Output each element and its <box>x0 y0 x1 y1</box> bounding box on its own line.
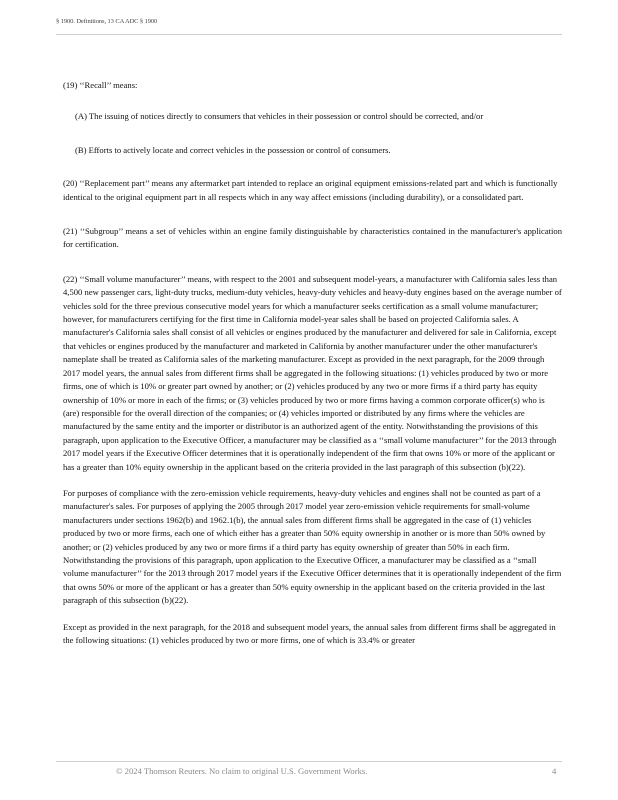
footer-divider <box>56 761 562 762</box>
header-divider <box>56 34 562 35</box>
paragraph-19: (19) ‘‘Recall’’ means: <box>63 80 138 90</box>
running-head: § 1900. Definitions, 13 CA ADC § 1900 <box>56 18 158 25</box>
paragraph-19a: (A) The issuing of notices directly to consumers that vehicles in their possession or control should be corrected, and/or <box>75 111 484 122</box>
paragraph-20: (20) ‘‘Replacement part’’ means any aftermarket part intended to replace an original equipment emissions-related part and which is functionally identical to the original equipment part in all respects which in any way affect emissions (including durability), or a consolidated part. <box>63 178 558 202</box>
page-number: 4 <box>552 766 557 776</box>
footer-copyright: © 2024 Thomson Reuters. No claim to original U.S. Government Works. <box>116 766 368 776</box>
paragraph-19b: (B) Efforts to actively locate and correct vehicles in the possession or control of consumers. <box>75 144 391 155</box>
paragraph-22-zev: For purposes of compliance with the zero-emission vehicle requirements, heavy-duty vehicles and engines shall not be counted as part of a manufacturer's sales. For purposes of applying the 2005 through 2017 model year zero-emission vehicle requirements for small-volume manufacturers under sections 1962(b) and 1962.1(b), the annual sales from different firms shall be aggregated in the case of (1) vehicles produced by two or more firms, each one of which either has a greater than 50% equity ownership in another or is more than 50% owned by another; or (2) vehicles produced by any two or more firms if a third party has equity ownership of greater than 50% in each firm. Notwithstanding the provisions of this paragraph, upon application to the Executive Officer, a manufacturer may be classified as a ‘‘small volume manufacturer’’ for the 2013 through 2017 model years if the Executive Officer determines that it is operationally independent of the firm that owns 50% or more of the applicant or has a greater than 50% equity ownership in the applicant based on the criteria provided in the last paragraph of this subsection (b)(22). <box>63 487 562 606</box>
paragraph-22-2018: Except as provided in the next paragraph, for the 2018 and subsequent model years, the annual sales from different firms shall be aggregated in the following situations: (1) vehicles produced by two or more firms, one of which is 33.4% or greater <box>63 621 556 645</box>
document-body <box>63 79 562 647</box>
paragraph-21: (21) ‘‘Subgroup’’ means a set of vehicles within an engine family distinguishable by characteristics contained in the manufacturer's application for certification. <box>63 226 562 250</box>
paragraph-22: (22) ‘‘Small volume manufacturer’’ means, with respect to the 2001 and subsequent model-years, a manufacturer with California sales less than 4,500 new passenger cars, light-duty trucks, medium-duty vehicles, heavy-duty vehicles and heavy-duty engines based on the average number of vehicles sold for the three previous consecutive model years for which a manufacturer seeks certification as a small volume manufacturer; however, for manufacturers certifying for the first time in California model-year sales shall be based on projected California sales. A manufacturer's California sales shall consist of all vehicles or engines produced by the manufacturer and delivered for sale in California, except that vehicles or engines produced by the manufacturer and marketed in California by another manufacturer under the other manufacturer's nameplate shall be treated as California sales of the marketing manufacturer. Except as provided in the next paragraph, for the 2009 through 2017 model years, the annual sales from different firms shall be aggregated in the following situations: (1) vehicles produced by two or more firms, one of which is 10% or greater part owned by another; or (2) vehicles produced by any two or more firms if a third party has equity ownership of 10% or more in each of the firms; or (3) vehicles produced by two or more firms having a common corporate officer(s) who is (are) responsible for the overall direction of the companies; or (4) vehicles imported or distributed by any firms where the vehicles are manufactured by the same entity and the importer or distributor is an authorized agent of the entity. Notwithstanding the provisions of this paragraph, upon application to the Executive Officer, a manufacturer may be classified as a ‘‘small volume manufacturer’’ for the 2013 through 2017 model years if the Executive Officer determines that it is operationally independent of the firm that owns 10% or more of the applicant or has a greater than 10% equity ownership in the applicant based on the criteria provided in the last paragraph of this subsection (b)(22). <box>63 273 562 472</box>
